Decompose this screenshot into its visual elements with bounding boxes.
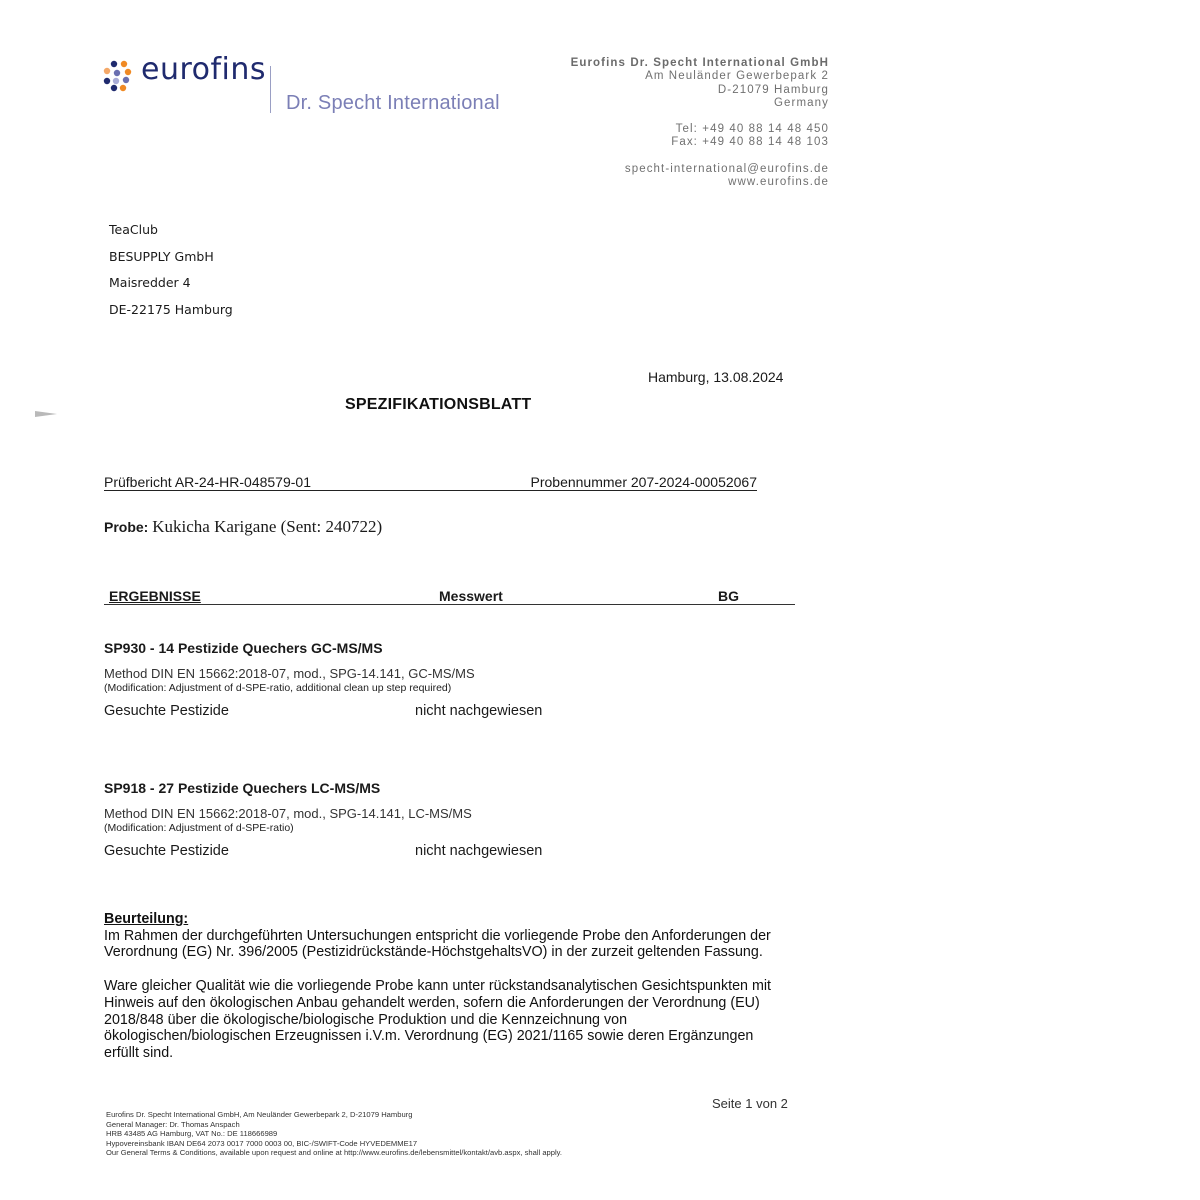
company-address-block	[571, 57, 829, 189]
section-title: SP918 - 27 Pestizide Quechers LC-MS/MS	[104, 780, 381, 796]
result-label: Gesuchte Pestizide	[104, 703, 229, 719]
text-line: Verordnung (EG) Nr. 396/2005 (Pestizidrückstände-HöchstgehaltsVO) in der zurzeit geltenden Fassung.	[104, 944, 763, 961]
recipient-line: DE-22175 Hamburg	[109, 301, 233, 317]
page-number: Seite 1 von 2	[712, 1096, 788, 1111]
company-fax: Fax: +49 40 88 14 48 103	[671, 136, 829, 149]
result-section-sp930	[104, 640, 804, 730]
result-label: Gesuchte Pestizide	[104, 843, 229, 859]
text-line: Ware gleicher Qualität wie die vorliegende Probe kann unter rückstandsanalytischen Gesichtspunkten mit	[104, 978, 772, 995]
logo-divider	[270, 66, 271, 113]
margin-arrow-icon	[35, 411, 57, 417]
sample-name: Kukicha Karigane (Sent: 240722)	[152, 517, 383, 536]
footer-line: HRB 43485 AG Hamburg, VAT No.: DE 118666989	[106, 1129, 278, 1139]
logo-subtitle: Dr. Specht International	[286, 92, 500, 114]
company-tel: Tel: +49 40 88 14 48 450	[675, 123, 829, 136]
assessment-heading: Beurteilung:	[104, 911, 189, 927]
section-modification: (Modification: Adjustment of d-SPE-ratio)	[104, 822, 294, 834]
section-modification: (Modification: Adjustment of d-SPE-ratio, additional clean up step required)	[104, 682, 452, 694]
sample-label: Probe:	[104, 519, 149, 535]
report-number-row	[104, 474, 757, 491]
company-city: D-21079 Hamburg	[717, 83, 829, 96]
sample-line	[104, 517, 382, 537]
column-header-results: ERGEBNISSE	[109, 588, 201, 604]
section-method: Method DIN EN 15662:2018-07, mod., SPG-14.141, GC-MS/MS	[104, 666, 475, 681]
company-country: Germany	[774, 96, 829, 109]
footer-line: General Manager: Dr. Thomas Anspach	[106, 1119, 240, 1129]
recipient-line: TeaClub	[109, 222, 158, 237]
legal-footer	[106, 1110, 562, 1158]
pruefbericht-number: Prüfbericht AR-24-HR-048579-01	[104, 474, 311, 490]
result-section-sp918	[104, 780, 804, 870]
column-header-bg: BG	[718, 588, 739, 604]
probennummer: Probennummer 207-2024-00052067	[530, 474, 757, 490]
text-line: erfüllt sind.	[104, 1044, 174, 1061]
document-date: Hamburg, 13.08.2024	[648, 369, 784, 385]
column-header-measured-value: Messwert	[439, 588, 503, 604]
document-title: SPEZIFIKATIONSBLATT	[345, 396, 532, 413]
recipient-address	[109, 217, 233, 323]
logo-wordmark: eurofins	[141, 52, 267, 87]
assessment-paragraph-2	[104, 978, 804, 1062]
text-line: Im Rahmen der durchgeführten Untersuchungen entspricht die vorliegende Probe den Anforderungen der	[104, 927, 771, 944]
company-email[interactable]: specht-international@eurofins.de	[624, 162, 829, 175]
company-street: Am Neuländer Gewerbepark 2	[645, 70, 829, 83]
recipient-line: Maisredder 4	[109, 275, 191, 290]
section-method: Method DIN EN 15662:2018-07, mod., SPG-14.141, LC-MS/MS	[104, 806, 472, 821]
result-value: nicht nachgewiesen	[415, 843, 543, 859]
footer-line: Eurofins Dr. Specht International GmbH, Am Neuländer Gewerbepark 2, D-21079 Hamburg	[106, 1110, 413, 1119]
footer-line: Hypovereinsbank IBAN DE64 2073 0017 7000 0003 00, BIC-/SWIFT-Code HYVEDEMME17	[106, 1138, 418, 1148]
result-value: nicht nachgewiesen	[415, 703, 543, 719]
text-line: ökologischen/biologischen Erzeugnissen i.V.m. Verordnung (EG) 2021/1165 sowie deren Ergänzungen	[104, 1028, 754, 1045]
text-line: Hinweis auf den ökologischen Anbau gehandelt werden, sofern die Anforderungen der Verordnung (EU)	[104, 994, 760, 1011]
section-title: SP930 - 14 Pestizide Quechers GC-MS/MS	[104, 640, 383, 656]
results-table-header	[104, 588, 795, 605]
assessment-block	[104, 911, 804, 1062]
eurofins-dots-icon	[103, 60, 135, 92]
company-name: Eurofins Dr. Specht International GmbH	[570, 57, 829, 69]
recipient-line: BESUPPLY GmbH	[109, 248, 214, 264]
assessment-paragraph-1	[104, 928, 804, 961]
company-website[interactable]: www.eurofins.de	[728, 176, 829, 189]
text-line: 2018/848 über die ökologische/biologische Produktion und die Kennzeichnung von	[104, 1011, 628, 1028]
footer-line: Our General Terms & Conditions, available upon request and online at http://www.eurofins.de/lebensmittel/kontakt/avb.aspx, shall apply.	[106, 1148, 563, 1158]
eurofins-logo	[103, 52, 503, 118]
